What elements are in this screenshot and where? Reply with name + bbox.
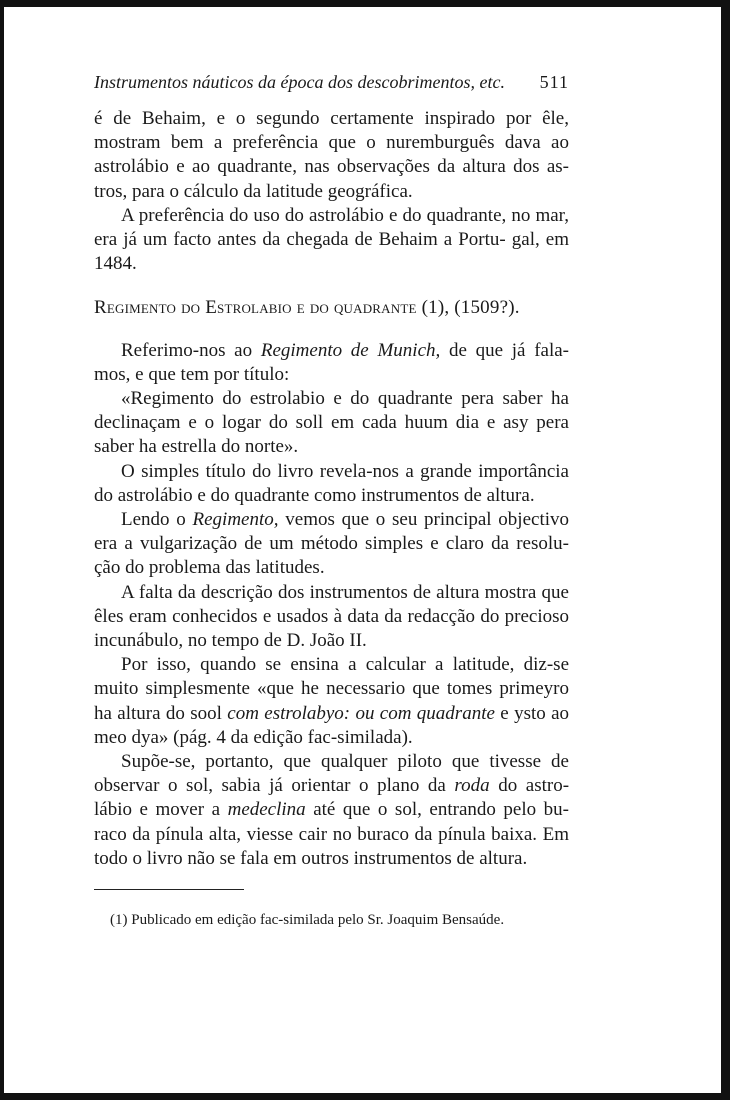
paragraph-1-line-2: mostram bem a preferência que o nuremburguês dava ao (94, 132, 569, 154)
p3-title-italic: Regimento de Munich, (260, 339, 441, 361)
paragraph-1-line-1: é de Behaim, e o segundo certamente inspirado por êle, (94, 108, 569, 129)
p6-text-b: vemos que o seu principal objectivo era a vulgarização de um método simples e claro da resolu- ção do problema das latitudes. (94, 509, 570, 579)
paragraph-1-line-4: tros, para o cálculo da latitude geográfica. (94, 180, 413, 202)
paragraph-4-quote: «Regimento do estrolabio e do quadrante pera saber ha declinaçam e o logar do soll em cada huum dia e asy pera saber ha estrella do norte». (94, 388, 569, 458)
paragraph-2: A preferência do uso do astrolábio e do quadrante, no mar, era já um facto antes da chegada de Behaim a Portu- gal, em 1484. (94, 204, 569, 275)
heading-do: do (181, 297, 201, 319)
paragraph-1-line-3: astrolábio e ao quadrante, nas observações da altura dos as- (94, 156, 569, 178)
paragraph-1b (94, 131, 569, 155)
book-page (94, 72, 569, 930)
section-heading (94, 296, 569, 320)
running-title: Instrumentos náuticos da época dos descobrimentos, etc. (94, 72, 505, 92)
paragraph-5: O simples título do livro revela-nos a grande importância do astrolábio e do quadrante como instrumentos de altura. (94, 460, 569, 506)
p8-text-b: e ysto ao meo dya» (pág. 4 da edição fac-similada). (94, 702, 570, 748)
p9-text-a: Supõe-se, portanto, que qualquer piloto que tivesse de observar o sol, sabia já orientar o plano da (94, 751, 569, 797)
p9-text-c: até que o sol, entrando pelo bu- raco da pínula alta, viesse cair no buraco da pínula baixa. Em todo o livro não se fala em outros instrumentos de altura. (94, 799, 570, 869)
paragraph-3 (94, 339, 569, 387)
page-number: 511 (539, 72, 569, 92)
paragraph-1c (94, 155, 569, 179)
paragraph-1 (94, 107, 569, 131)
heading-estrolabio: Estrolabio (205, 297, 292, 319)
heading-regimento: Regimento (94, 297, 177, 319)
heading-footnote-ref: (1) (421, 297, 445, 319)
footnote-rule (94, 889, 244, 890)
p9-medeclina-italic: medeclina (227, 799, 306, 821)
p3-text-b: de que já fala- mos, e que tem por título: (94, 339, 569, 385)
footnote-text: Publicado em edição fac-similada pelo Sr. Joaquim Bensaúde. (131, 912, 505, 929)
p3-text-a: Referimo-nos ao (121, 339, 253, 361)
paragraph-7: A falta da descrição dos instrumentos de altura mostra que êles eram conhecidos e usados à data da redacção do precioso incunábulo, no tempo de D. João II. (94, 581, 569, 652)
running-header (94, 72, 569, 93)
p9-roda-italic: roda (454, 775, 490, 797)
paragraph-8 (94, 653, 569, 750)
paragraph-6 (94, 508, 569, 581)
paragraph-9 (94, 750, 569, 871)
body-text (94, 107, 569, 871)
footnote (94, 910, 569, 930)
p6-text-a: Lendo o (121, 509, 186, 531)
heading-date: , (1509?). (444, 297, 520, 319)
paragraph-1d (94, 180, 569, 204)
footnote-marker: (1) (110, 912, 128, 929)
p8-text-a: Por isso, quando se ensina a calcular a latitude, diz-se muito simplesmente «que he necessario que tomes primeyro ha altura do sool (94, 654, 569, 724)
p6-title-italic: Regimento, (192, 509, 279, 531)
p8-quote-italic: com estrolabyo: ou com quadrante (227, 702, 495, 724)
heading-quadrante: e do quadrante (296, 297, 417, 319)
p9-text-b: do astro- lábio e mover a (94, 775, 570, 821)
